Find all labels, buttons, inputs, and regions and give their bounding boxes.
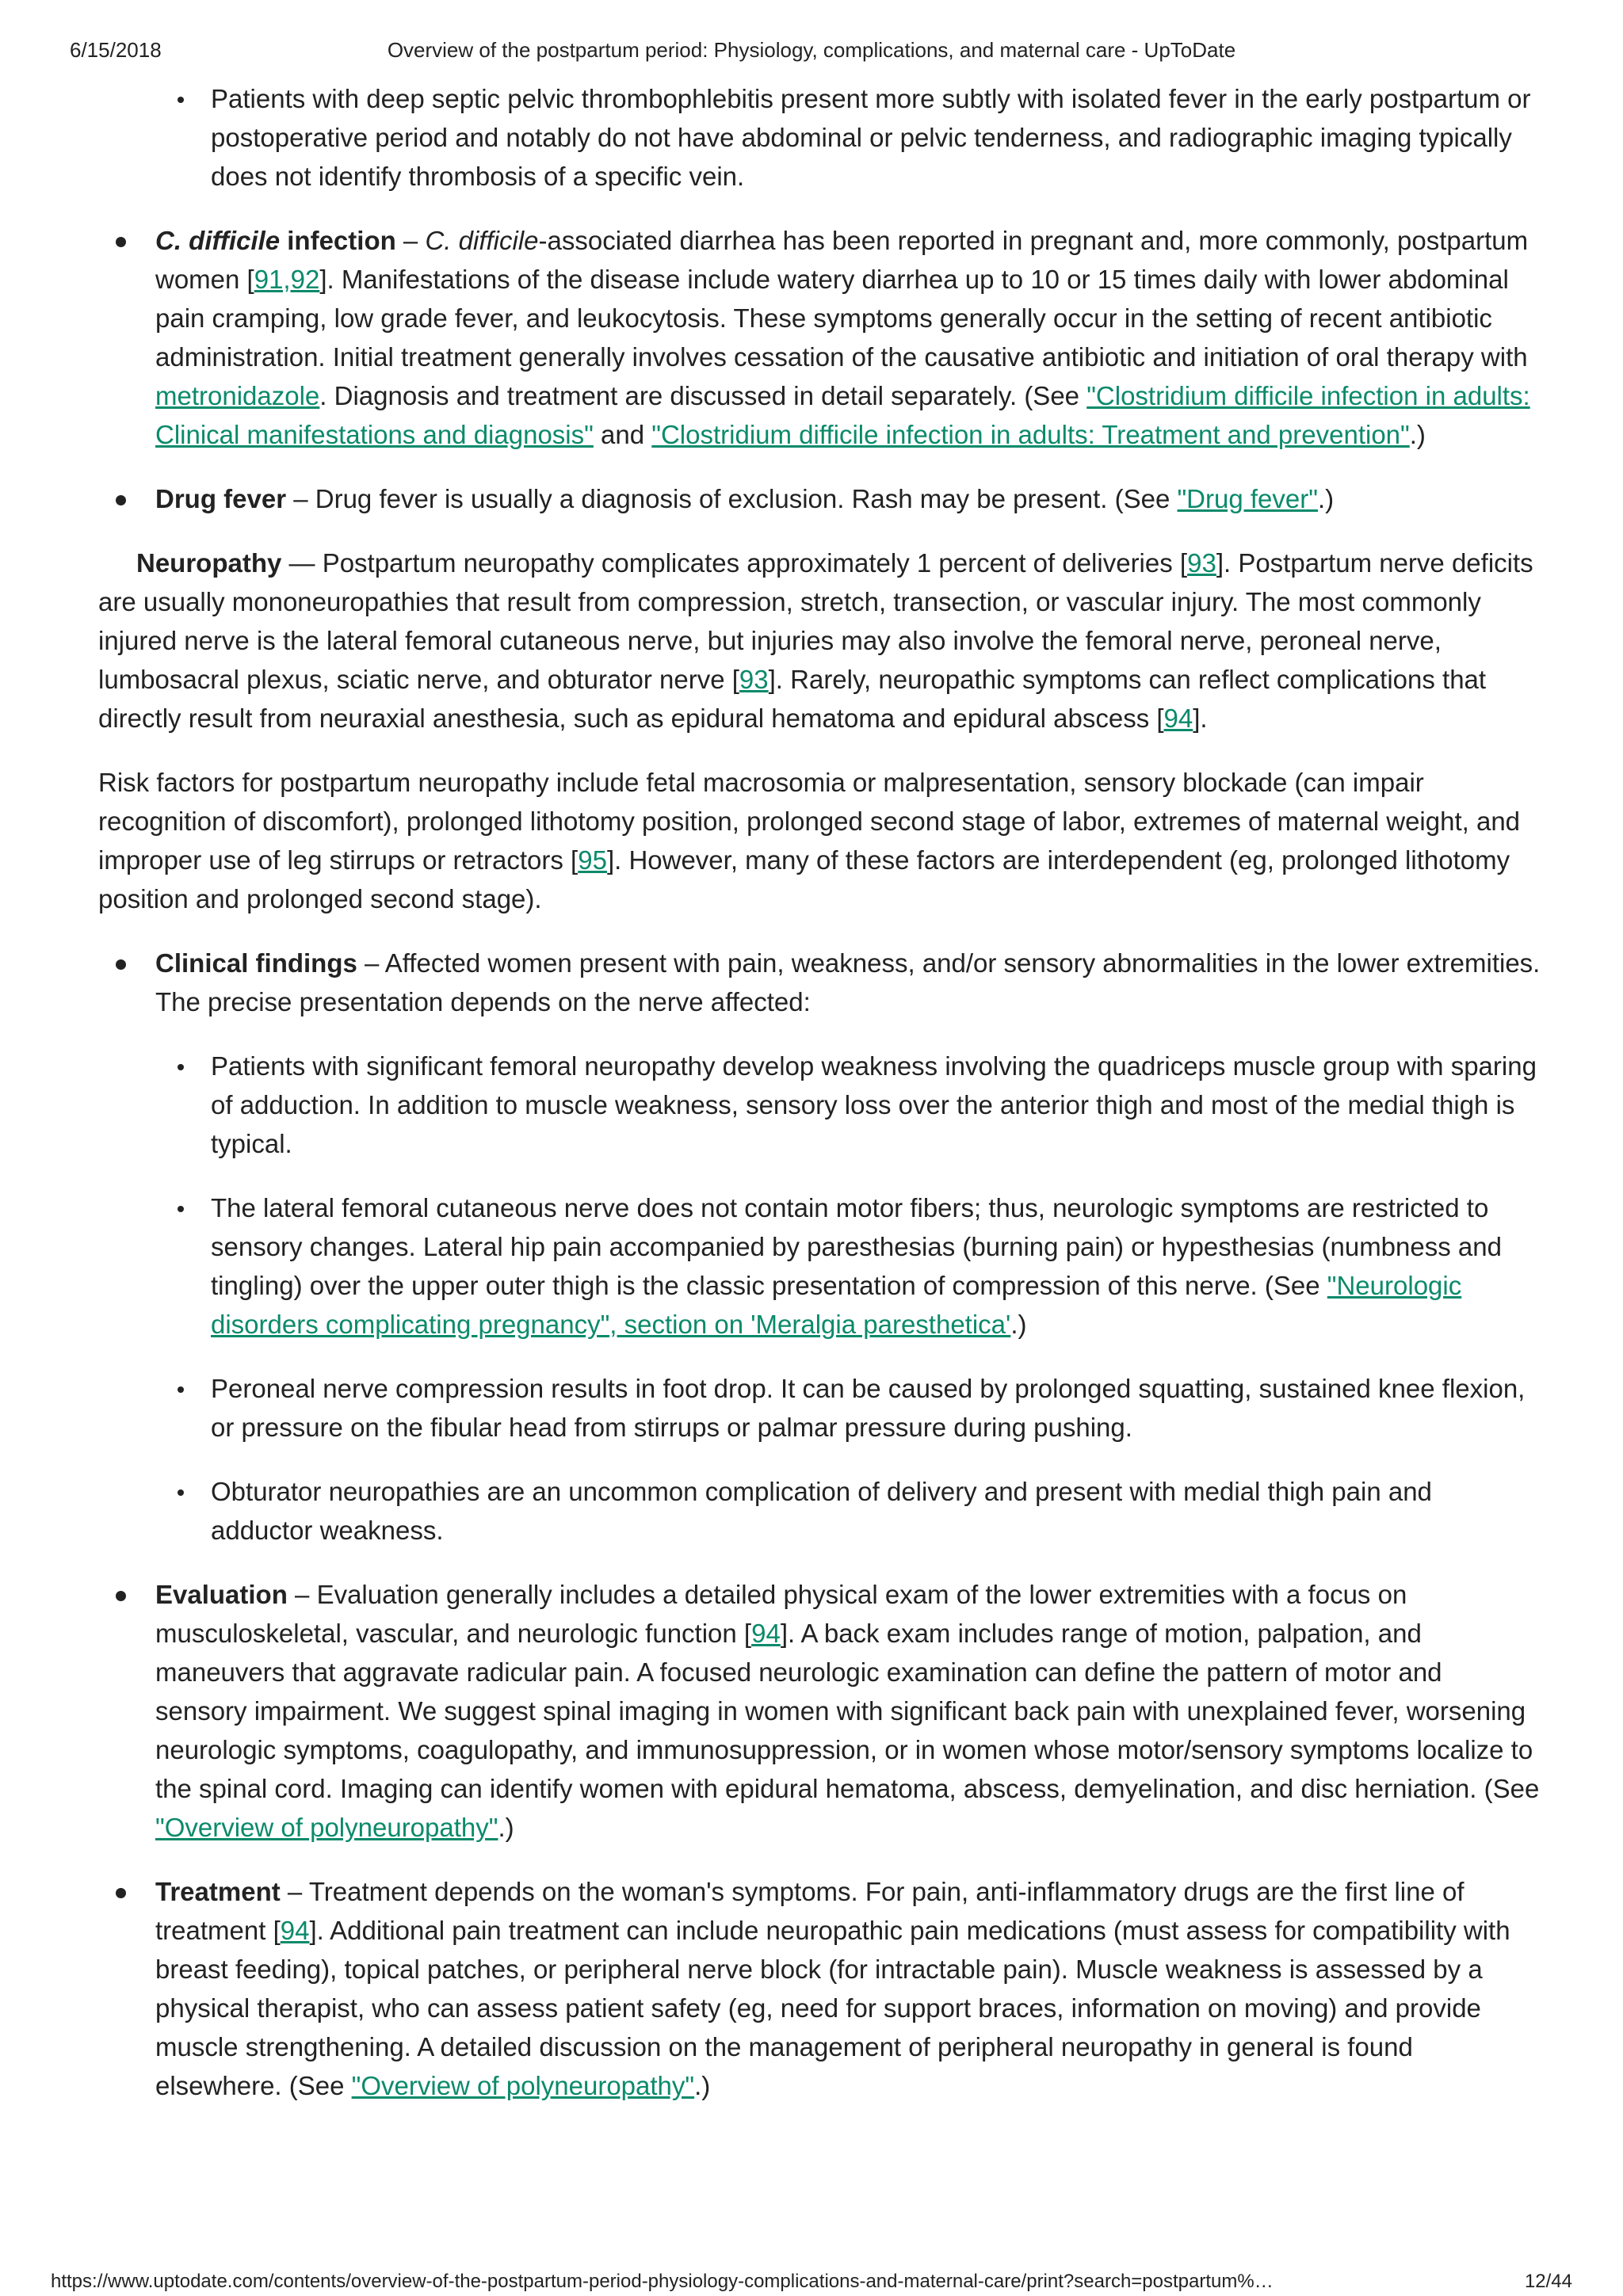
topic-link-polyneuropathy[interactable]: "Overview of polyneuropathy" [155, 1813, 498, 1842]
reference-link[interactable]: 94 [1163, 704, 1193, 733]
term: Evaluation [155, 1580, 288, 1609]
term: infection [280, 226, 396, 255]
text-run: – Drug fever is usually a diagnosis of exclusion. Rash may be present. (See [286, 484, 1178, 513]
italic-text: C. difficile [425, 226, 539, 255]
text-run: .) [1317, 484, 1335, 513]
term-italic: C. difficile [155, 226, 281, 255]
reference-link[interactable]: 93 [739, 665, 769, 694]
term: Treatment [155, 1877, 281, 1906]
paragraph-text [155, 944, 1541, 1021]
paragraph-text [155, 1872, 1541, 2105]
list-item-obturator [98, 1472, 1541, 1550]
text-run: – Treatment depends on the woman's symptoms. For pain, anti-inflammatory drugs are the first line of treatment [ [155, 1877, 1465, 1945]
topic-link-cdiff-treatment[interactable]: "Clostridium difficile infection in adults: Treatment and prevention" [651, 420, 1410, 449]
text-run: ]. [1193, 704, 1208, 733]
text-run: – [395, 226, 426, 255]
text-run: The lateral femoral cutaneous nerve does not contain motor fibers; thus, neurologic symptoms are restricted to sensory changes. Lateral hip pain accompanied by paresthesias (burning pain) or hypesthesias (numbness and tingling) over the upper outer thigh is the classic presentation of compression of this nerve. (See [211, 1193, 1502, 1300]
text-run: and [593, 420, 652, 449]
list-item-drug-fever [98, 479, 1541, 518]
article-content [98, 79, 1541, 2105]
bullet-icon [116, 1888, 126, 1898]
bullet-icon [178, 1386, 184, 1393]
print-date: 6/15/2018 [70, 38, 162, 62]
drug-link-metronidazole[interactable]: metronidazole [155, 381, 320, 410]
text-run: ]. However, many of these factors are interdependent (eg, prolonged lithotomy position and prolonged second stage). [98, 845, 1510, 913]
text-run: -associated diarrhea has been reported in pregnant and, more commonly, postpartum women [ [155, 226, 1529, 294]
reference-link[interactable]: 93 [1187, 548, 1216, 578]
print-footer [51, 2271, 1572, 2296]
reference-link[interactable]: 91,92 [254, 265, 320, 294]
bullet-icon [178, 1206, 184, 1212]
list-item-c-difficile [98, 221, 1541, 454]
paragraph-text [155, 1575, 1541, 1847]
term: Drug fever [155, 484, 287, 513]
page-url: https://www.uptodate.com/contents/overview-of-the-postpartum-period-physiology-complications-and-maternal-care/print?search=postpartum%… [51, 2271, 1274, 2292]
bullet-icon [116, 495, 126, 505]
reference-link[interactable]: 94 [280, 1916, 310, 1945]
section-heading: Neuropathy [136, 548, 282, 578]
reference-link[interactable]: 95 [578, 845, 607, 875]
paragraph-text: Peroneal nerve compression results in foot drop. It can be caused by prolonged squatting, sustained knee flexion, or pressure on the fibular head from stirrups or palmar pressure during pushing. [211, 1374, 1526, 1442]
text-run: .) [498, 1813, 514, 1842]
text-run: Risk factors for postpartum neuropathy include fetal macrosomia or malpresentation, sensory blockade (can impair recognition of discomfort), prolonged lithotomy position, prolonged second stage of labor, extremes of maternal weight, and improper use of leg stirrups or retractors [ [98, 768, 1521, 875]
list-item-treatment [98, 1872, 1541, 2105]
text-run: ]. Postpartum nerve deficits are usually mononeuropathies that result from compression, stretch, transection, or vascular injury. The most commonly injured nerve is the lateral femoral cutaneous nerve, but injuries may also involve the femoral nerve, peroneal nerve, lumbosacral plexus, sciatic nerve, and obturator nerve [ [98, 548, 1533, 694]
paragraph-risk-factors [98, 763, 1541, 918]
text-run: – Evaluation generally includes a detailed physical exam of the lower extremities with a focus on musculoskeletal, vascular, and neurologic function [ [155, 1580, 1407, 1648]
bullet-icon [116, 959, 126, 970]
bullet-icon [178, 97, 184, 103]
bullet-icon [178, 1064, 184, 1070]
topic-link-meralgia-paresthetica[interactable]: "Neurologic disorders complicating pregnancy", section on 'Meralgia paresthetica' [211, 1271, 1462, 1339]
term: Clinical findings [155, 948, 357, 978]
text-run: .) [694, 2071, 711, 2100]
text-run: .) [1010, 1310, 1027, 1339]
paragraph-text: Patients with significant femoral neuropathy develop weakness involving the quadriceps muscle group with sparing of adduction. In addition to muscle weakness, sensory loss over the anterior thigh and most of the medial thigh is typical. [211, 1051, 1537, 1158]
paragraph-text [155, 479, 1541, 518]
paragraph-text: Obturator neuropathies are an uncommon complication of delivery and present with medial thigh pain and adductor weakness. [211, 1477, 1432, 1545]
text-run: ]. Rarely, neuropathic symptoms can reflect complications that directly result from neuraxial anesthesia, such as epidural hematoma and epidural abscess [ [98, 665, 1487, 733]
reference-link[interactable]: 94 [751, 1619, 781, 1648]
topic-link-drug-fever[interactable]: "Drug fever" [1177, 484, 1318, 513]
list-item-septic-thrombophlebitis [98, 79, 1541, 196]
text-run: .) [1409, 420, 1426, 449]
page-title: Overview of the postpartum period: Physiology, complications, and maternal care - UpToDate [387, 38, 1236, 62]
text-run: ]. Manifestations of the disease include watery diarrhea up to 10 or 15 times daily with lower abdominal pain cramping, low grade fever, and leukocytosis. These symptoms generally occur in the setting of recent antibiotic administration. Initial treatment generally involves cessation of the causative antibiotic and initiation of oral therapy with [155, 265, 1528, 372]
list-item-peroneal [98, 1369, 1541, 1447]
bullet-icon [116, 237, 126, 247]
page-number: 12/44 [1524, 2271, 1572, 2292]
text-run: ]. A back exam includes range of motion, palpation, and maneuvers that aggravate radicular pain. A focused neurologic examination can define the pattern of motor and sensory impairment. We suggest spinal imaging in women with significant back pain with unexplained fever, worsening neurologic symptoms, coagulopathy, and immunosuppression, or in women whose motor/sensory symptoms localize to the spinal cord. Imaging can identify women with epidural hematoma, abscess, demyelination, and disc herniation. (See [155, 1619, 1540, 1803]
paragraph-neuropathy [98, 543, 1541, 738]
text-run: — Postpartum neuropathy complicates approximately 1 percent of deliveries [ [281, 548, 1188, 578]
list-item-clinical-findings [98, 944, 1541, 1021]
text-run: ]. Additional pain treatment can include neuropathic pain medications (must assess for compatibility with breast feeding), topical patches, or peripheral nerve block (for intractable pain). Muscle weakness is assessed by a physical therapist, who can assess patient safety (eg, need for support braces, information on moving) and provide muscle strengthening. A detailed discussion on the management of peripheral neuropathy in general is found elsewhere. (See [155, 1916, 1510, 2100]
text-run: – Affected women present with pain, weakness, and/or sensory abnormalities in the lower extremities. The precise presentation depends on the nerve affected: [155, 948, 1541, 1016]
paragraph-text [155, 221, 1541, 454]
text-run: . Diagnosis and treatment are discussed in detail separately. (See [319, 381, 1087, 410]
topic-link-cdiff-diagnosis[interactable]: "Clostridium difficile infection in adults: Clinical manifestations and diagnosis" [155, 381, 1530, 449]
bullet-icon [178, 1489, 184, 1496]
print-header [70, 38, 1553, 70]
paragraph-text: Patients with deep septic pelvic thrombophlebitis present more subtly with isolated fever in the early postpartum or postoperative period and notably do not have abdominal or pelvic tenderness, and radiographic imaging typically does not identify thrombosis of a specific vein. [211, 84, 1531, 191]
topic-link-polyneuropathy[interactable]: "Overview of polyneuropathy" [351, 2071, 695, 2100]
list-item-evaluation [98, 1575, 1541, 1847]
list-item-lateral-femoral [98, 1188, 1541, 1344]
bullet-icon [116, 1591, 126, 1601]
paragraph-text [211, 1188, 1541, 1344]
list-item-femoral [98, 1047, 1541, 1163]
